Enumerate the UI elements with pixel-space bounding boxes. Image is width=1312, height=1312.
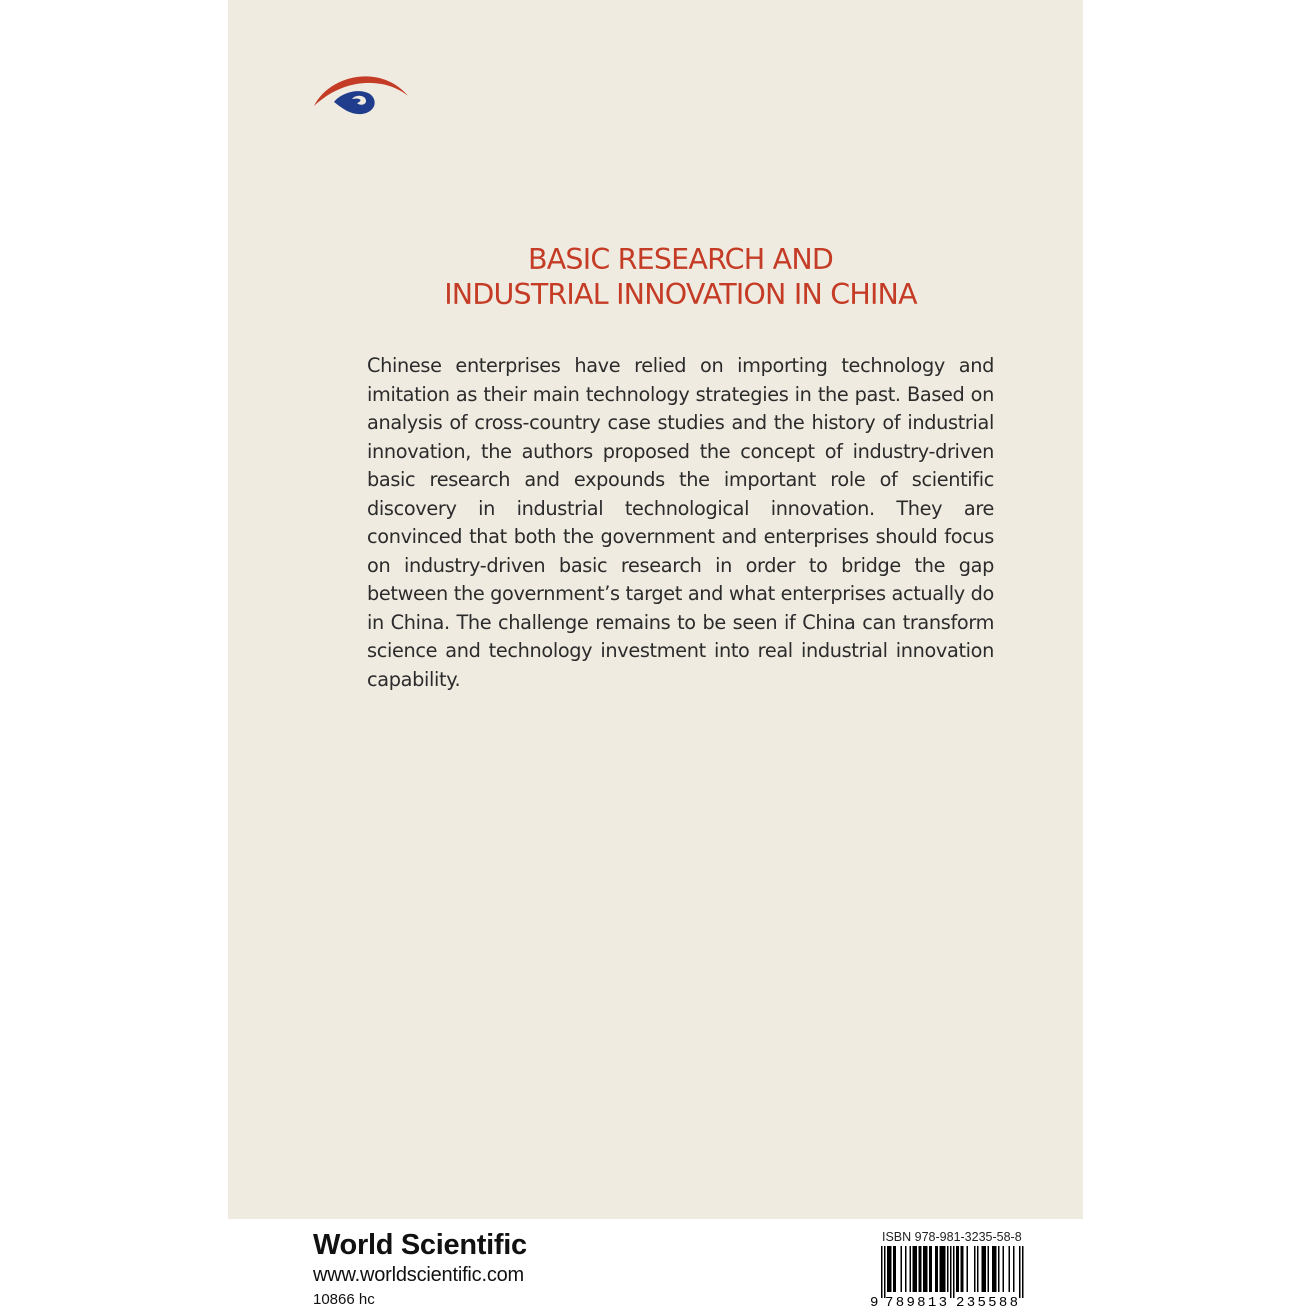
- barcode-bar: [925, 1246, 927, 1292]
- barcode-bar: [919, 1246, 921, 1292]
- product-code: 10866 hc: [313, 1291, 375, 1308]
- isbn-label: ISBN 978-981-3235-58-8: [882, 1230, 1022, 1244]
- barcode-bar: [950, 1246, 952, 1298]
- barcode-bar: [890, 1246, 892, 1292]
- barcode-bar: [914, 1246, 916, 1292]
- barcode-bar: [884, 1246, 886, 1298]
- barcode-bar: [958, 1246, 960, 1292]
- barcode-bar: [893, 1246, 895, 1292]
- publisher-name: World Scientific: [313, 1229, 527, 1261]
- barcode-bar: [944, 1246, 946, 1292]
- barcode-bar: [998, 1246, 1000, 1292]
- barcode-bar: [920, 1246, 922, 1292]
- barcode-bar: [929, 1246, 931, 1292]
- barcode-bar: [905, 1246, 907, 1292]
- barcode-bar: [910, 1246, 912, 1292]
- barcode-bar: [992, 1246, 994, 1292]
- barcode-bar: [974, 1246, 976, 1292]
- book-description: Chinese enterprises have relied on importing technology and imitation as their main technology strategies in the past. Based on analysis of cross-country case studies and the history of industrial innovation, the authors proposed the concept of industry-driven basic research and expounds the important role of scientific discovery in industrial technological innovation. They are convinced that both the government and enterprises should focus on industry-driven basic research in order to bridge the gap between the government’s target and what enterprises actually do in China. The challenge remains to be seen if China can transform science and technology investment into real industrial innovation capability.: [367, 354, 994, 691]
- barcode-bar: [995, 1246, 997, 1292]
- isbn-barcode: [868, 1246, 1034, 1308]
- barcode-bar: [953, 1246, 955, 1298]
- barcode-bar: [935, 1246, 937, 1292]
- barcode-bar: [961, 1246, 963, 1292]
- book-title-line: INDUSTRIAL INNOVATION IN CHINA: [444, 278, 917, 311]
- publisher-info: [313, 1228, 527, 1312]
- barcode-digits-left: 789813: [885, 1295, 947, 1308]
- barcode-bar: [937, 1246, 939, 1292]
- barcode-bar: [1019, 1246, 1021, 1298]
- barcode-bar: [988, 1246, 990, 1292]
- barcode-bar: [962, 1246, 964, 1292]
- barcode-bar: [947, 1246, 949, 1292]
- book-back-cover: [228, 0, 1083, 1219]
- barcode-bar: [1003, 1246, 1005, 1292]
- book-title-line: BASIC RESEARCH AND: [527, 243, 834, 276]
- publisher-website: www.worldscientific.com: [313, 1264, 525, 1286]
- barcode-bar: [923, 1246, 925, 1292]
- barcode-bar: [1013, 1246, 1015, 1292]
- barcode-bar: [916, 1246, 918, 1292]
- barcode-digits-right: 235588: [956, 1295, 1018, 1308]
- barcode-bar: [940, 1246, 942, 1292]
- barcode-bar: [1022, 1246, 1024, 1298]
- barcode-bar: [985, 1246, 987, 1292]
- barcode-bar: [926, 1246, 928, 1292]
- barcode-bar: [1009, 1246, 1011, 1292]
- barcode-bar: [967, 1246, 969, 1292]
- barcode-block: [868, 1230, 1034, 1308]
- barcode-bar: [881, 1246, 883, 1298]
- barcode-bar: [943, 1246, 945, 1292]
- barcode-bar: [889, 1246, 891, 1292]
- barcode-bar: [887, 1246, 889, 1292]
- barcode-bar: [901, 1246, 903, 1292]
- barcode-bar: [956, 1246, 958, 1292]
- barcode-bar: [895, 1246, 897, 1292]
- barcode-bar: [931, 1246, 933, 1292]
- barcode-bar: [977, 1246, 979, 1292]
- barcode-bar: [982, 1246, 984, 1292]
- publisher-logo-icon: [312, 66, 410, 118]
- barcode-digit-first: 9: [870, 1295, 879, 1308]
- barcode-bar: [994, 1246, 996, 1292]
- barcode-bar: [913, 1246, 915, 1292]
- barcode-bar: [941, 1246, 943, 1292]
- barcode-bar: [983, 1246, 985, 1292]
- book-title: [228, 242, 1133, 312]
